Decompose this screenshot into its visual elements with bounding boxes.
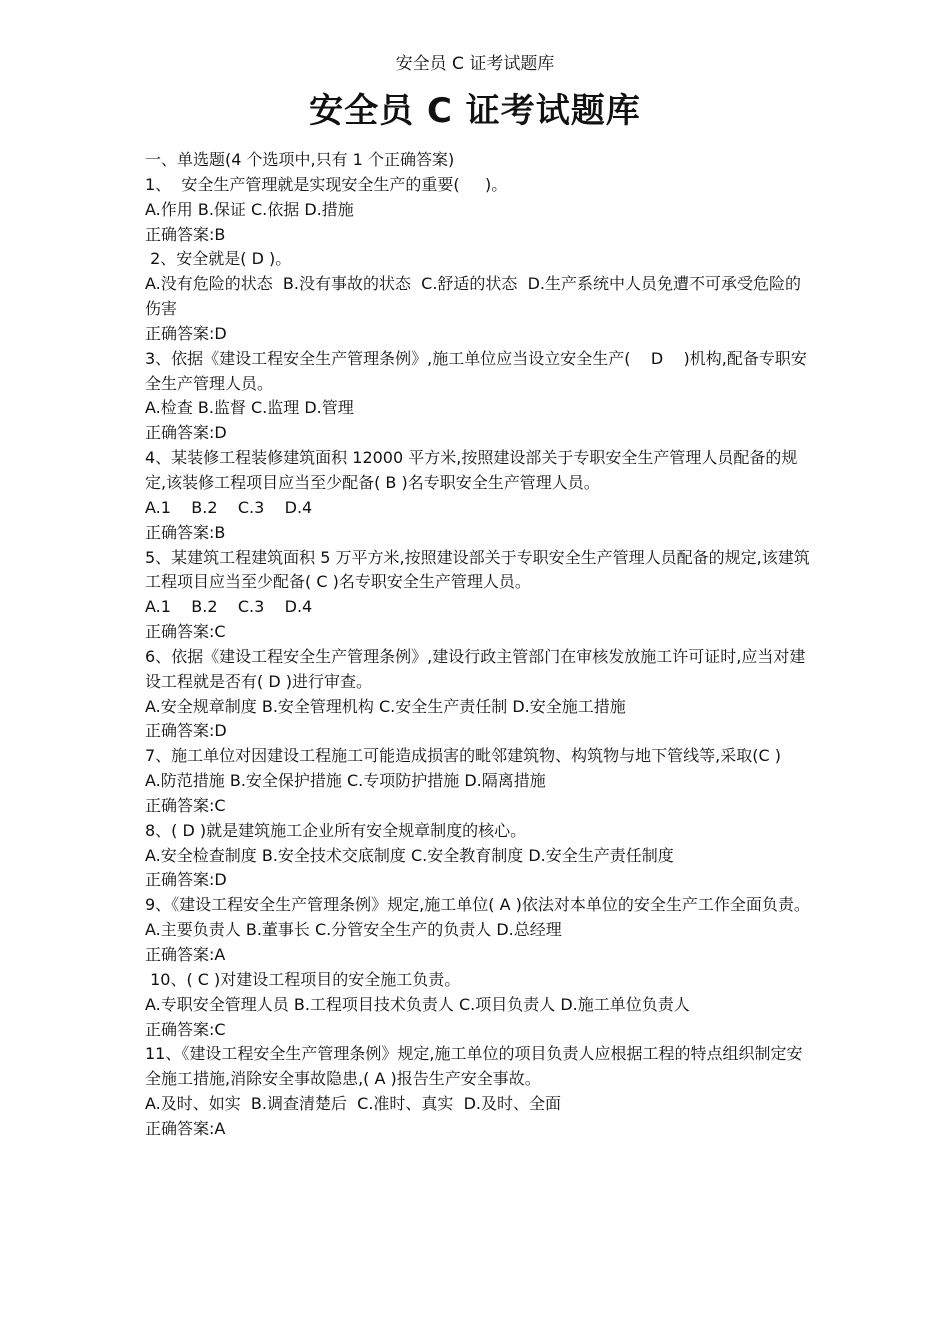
document-body bbox=[145, 148, 810, 1142]
question-4 bbox=[145, 446, 810, 545]
question-answer: 正确答案:A bbox=[145, 1118, 226, 1138]
question-options: A.1 B.2 C.3 D.4 bbox=[145, 597, 313, 617]
question-9 bbox=[145, 893, 810, 968]
question-text: 11、《建设工程安全生产管理条例》规定,施工单位的项目负责人应根据工程的特点组织制定安全施工措施,消除安全事故隐患,( A )报告生产安全事故。 bbox=[145, 1044, 803, 1089]
question-text: 10、( C )对建设工程项目的安全施工负责。 bbox=[145, 969, 461, 989]
section-heading: 一、单选题(4 个选项中,只有 1 个正确答案) bbox=[145, 150, 455, 169]
question-options: A.安全规章制度 B.安全管理机构 C.安全生产责任制 D.安全施工措施 bbox=[145, 696, 626, 716]
question-8 bbox=[145, 819, 810, 894]
question-options: A.检查 B.监督 C.监理 D.管理 bbox=[145, 398, 354, 418]
document-title: 安全员 C 证考试题库 bbox=[309, 91, 641, 131]
question-answer: 正确答案:B bbox=[145, 522, 226, 542]
question-answer: 正确答案:B bbox=[145, 224, 226, 244]
question-answer: 正确答案:C bbox=[145, 1019, 226, 1039]
question-answer: 正确答案:D bbox=[145, 423, 227, 443]
question-answer: 正确答案:D bbox=[145, 870, 227, 890]
question-text: 7、施工单位对因建设工程施工可能造成损害的毗邻建筑物、构筑物与地下管线等,采取(C ) bbox=[145, 746, 782, 766]
question-answer: 正确答案:A bbox=[145, 945, 226, 964]
question-text: 1、 安全生产管理就是实现安全生产的重要( )。 bbox=[145, 174, 508, 194]
question-10 bbox=[145, 968, 810, 1043]
question-1 bbox=[145, 173, 810, 248]
question-text: 8、( D )就是建筑施工企业所有安全规章制度的核心。 bbox=[145, 820, 527, 840]
question-6 bbox=[145, 645, 810, 744]
question-text: 9、《建设工程安全生产管理条例》规定,施工单位( A )依法对本单位的安全生产工作全面负责。 bbox=[145, 895, 810, 915]
question-answer: 正确答案:D bbox=[145, 721, 227, 741]
question-text: 4、某装修工程装修建筑面积 12000 平方米,按照建设部关于专职安全生产管理人员配备的规定,该装修工程项目应当至少配备( B )名专职安全生产管理人员。 bbox=[145, 448, 798, 492]
question-answer: 正确答案:C bbox=[145, 622, 226, 642]
question-text: 6、依据《建设工程安全生产管理条例》,建设行政主管部门在审核发放施工许可证时,应当对建设工程就是否有( D )进行审查。 bbox=[145, 646, 806, 691]
question-2 bbox=[145, 247, 810, 346]
question-answer: 正确答案:D bbox=[145, 323, 227, 343]
question-options: A.没有危险的状态 B.没有事故的状态 C.舒适的状态 D.生产系统中人员免遭不可承受危险的伤害 bbox=[145, 274, 801, 319]
question-3 bbox=[145, 347, 810, 446]
question-options: A.作用 B.保证 C.依据 D.措施 bbox=[145, 199, 354, 219]
question-options: A.安全检查制度 B.安全技术交底制度 C.安全教育制度 D.安全生产责任制度 bbox=[145, 845, 674, 865]
question-options: A.主要负责人 B.董事长 C.分管安全生产的负责人 D.总经理 bbox=[145, 920, 562, 940]
question-options: A.及时、如实 B.调查清楚后 C.准时、真实 D.及时、全面 bbox=[145, 1094, 561, 1114]
question-text: 2、安全就是( D )。 bbox=[145, 249, 292, 269]
question-text: 3、依据《建设工程安全生产管理条例》,施工单位应当设立安全生产( D )机构,配备专职安全生产管理人员。 bbox=[145, 348, 807, 393]
question-7 bbox=[145, 744, 810, 819]
question-text: 5、某建筑工程建筑面积 5 万平方米,按照建设部关于专职安全生产管理人员配备的规定,该建筑工程项目应当至少配备( C )名专职安全生产管理人员。 bbox=[145, 547, 810, 592]
question-options: A.1 B.2 C.3 D.4 bbox=[145, 497, 313, 517]
running-header: 安全员 C 证考试题库 bbox=[395, 54, 555, 74]
question-5 bbox=[145, 546, 810, 645]
question-answer: 正确答案:C bbox=[145, 795, 226, 815]
question-options: A.专职安全管理人员 B.工程项目技术负责人 C.项目负责人 D.施工单位负责人 bbox=[145, 994, 690, 1014]
question-11 bbox=[145, 1042, 810, 1141]
question-options: A.防范措施 B.安全保护措施 C.专项防护措施 D.隔离措施 bbox=[145, 771, 546, 791]
